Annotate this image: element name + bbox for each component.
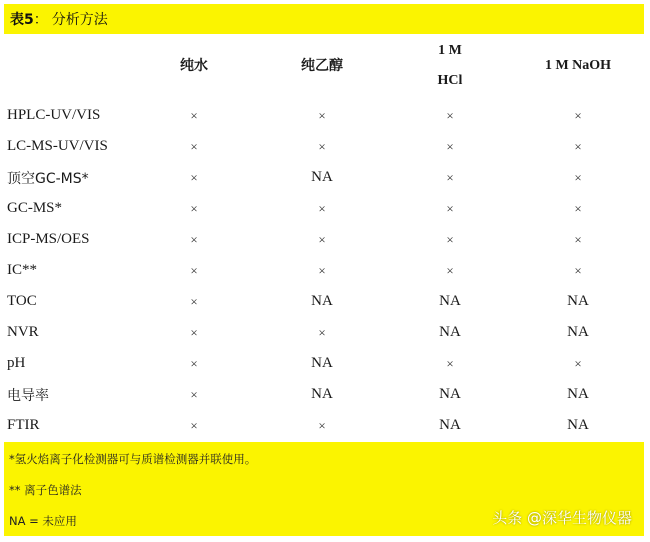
row-method-text: 电导率 xyxy=(7,387,49,404)
cell-pure-ethanol: × xyxy=(318,200,326,216)
cell-pure-water: × xyxy=(190,355,198,371)
table-row xyxy=(4,348,644,379)
column-header-line: HCl xyxy=(437,73,463,88)
footnote-fid: *氢火焰离子化检测器可与质谱检测器并联使用。 xyxy=(9,452,257,466)
cell-1m-naoh: × xyxy=(574,355,582,371)
cell-1m-naoh: NA xyxy=(567,417,589,433)
cell-1m-hcl: NA xyxy=(439,386,461,402)
table-row xyxy=(4,255,644,286)
table-row xyxy=(4,131,644,162)
cell-1m-hcl: × xyxy=(446,200,454,216)
cell-1m-hcl: × xyxy=(446,355,454,371)
cell-1m-hcl: × xyxy=(446,107,454,123)
cell-pure-ethanol: NA xyxy=(311,293,333,309)
cell-1m-hcl: × xyxy=(446,231,454,247)
column-header-1m-naoh xyxy=(528,34,628,98)
cell-pure-water: × xyxy=(190,262,198,278)
table-title-bar xyxy=(4,4,644,34)
cell-pure-ethanol: NA xyxy=(311,386,333,402)
table-row xyxy=(4,379,644,410)
row-method-text: 顶空GC-MS* xyxy=(7,170,89,187)
table-row xyxy=(4,317,644,348)
cell-pure-ethanol: × xyxy=(318,138,326,154)
column-header-pure-water xyxy=(154,34,234,98)
cell-1m-naoh: × xyxy=(574,169,582,185)
row-method xyxy=(4,162,144,193)
cell-1m-hcl: NA xyxy=(439,293,461,309)
table-row xyxy=(4,162,644,193)
cell-pure-ethanol: × xyxy=(318,107,326,123)
cell-1m-naoh: NA xyxy=(567,324,589,340)
cell-1m-naoh: × xyxy=(574,200,582,216)
row-method: HPLC-UV/VIS xyxy=(7,107,101,123)
column-header-line: 纯水 xyxy=(180,58,208,74)
row-method: TOC xyxy=(7,293,37,309)
table-row xyxy=(4,410,644,441)
cell-1m-hcl: NA xyxy=(439,417,461,433)
table-row xyxy=(4,193,644,224)
cell-1m-naoh: NA xyxy=(567,386,589,402)
column-header-1m-hcl xyxy=(410,34,490,98)
table-row xyxy=(4,224,644,255)
cell-pure-ethanol: × xyxy=(318,231,326,247)
row-method: pH xyxy=(7,355,26,371)
cell-pure-water: × xyxy=(190,231,198,247)
cell-pure-water: × xyxy=(190,200,198,216)
column-header-line: 1 M xyxy=(438,43,462,58)
cell-pure-water: × xyxy=(190,417,198,433)
column-header-pure-ethanol xyxy=(282,34,362,98)
table-title: 分析方法 xyxy=(51,12,108,28)
cell-1m-naoh: × xyxy=(574,107,582,123)
cell-pure-ethanol: × xyxy=(318,417,326,433)
footnote-ion-chromatography: ** 离子色谱法 xyxy=(9,483,82,497)
cell-pure-ethanol: × xyxy=(318,324,326,340)
cell-1m-hcl: NA xyxy=(439,324,461,340)
cell-pure-ethanol: NA xyxy=(311,169,333,185)
row-method: ICP-MS/OES xyxy=(7,231,90,247)
row-method: LC-MS-UV/VIS xyxy=(7,138,108,154)
cell-pure-ethanol: NA xyxy=(311,355,333,371)
cell-pure-water: × xyxy=(190,293,198,309)
footnotes-panel xyxy=(4,442,644,536)
table-row xyxy=(4,100,644,131)
row-method: FTIR xyxy=(7,417,40,433)
cell-1m-naoh: × xyxy=(574,262,582,278)
cell-1m-naoh: × xyxy=(574,138,582,154)
cell-1m-naoh: NA xyxy=(567,293,589,309)
title-colon: ： xyxy=(33,12,48,28)
row-method: NVR xyxy=(7,324,39,340)
row-method: IC** xyxy=(7,262,37,278)
cell-pure-ethanol: × xyxy=(318,262,326,278)
cell-1m-hcl: × xyxy=(446,138,454,154)
table-number: 表5 xyxy=(10,12,34,28)
column-header-line: 1 M NaOH xyxy=(544,58,612,73)
cell-1m-hcl: × xyxy=(446,262,454,278)
cell-pure-water: × xyxy=(190,386,198,402)
watermark: 头条 @深华生物仪器 xyxy=(492,509,632,527)
row-method xyxy=(4,379,144,410)
table-header xyxy=(4,34,644,98)
cell-pure-water: × xyxy=(190,138,198,154)
cell-1m-naoh: × xyxy=(574,231,582,247)
row-method: GC-MS* xyxy=(7,200,63,216)
table-row xyxy=(4,286,644,317)
cell-pure-water: × xyxy=(190,107,198,123)
cell-pure-water: × xyxy=(190,169,198,185)
cell-1m-hcl: × xyxy=(446,169,454,185)
cell-pure-water: × xyxy=(190,324,198,340)
footnote-na-meaning: NA = 未应用 xyxy=(9,514,77,528)
column-header-line: 纯乙醇 xyxy=(301,58,343,74)
